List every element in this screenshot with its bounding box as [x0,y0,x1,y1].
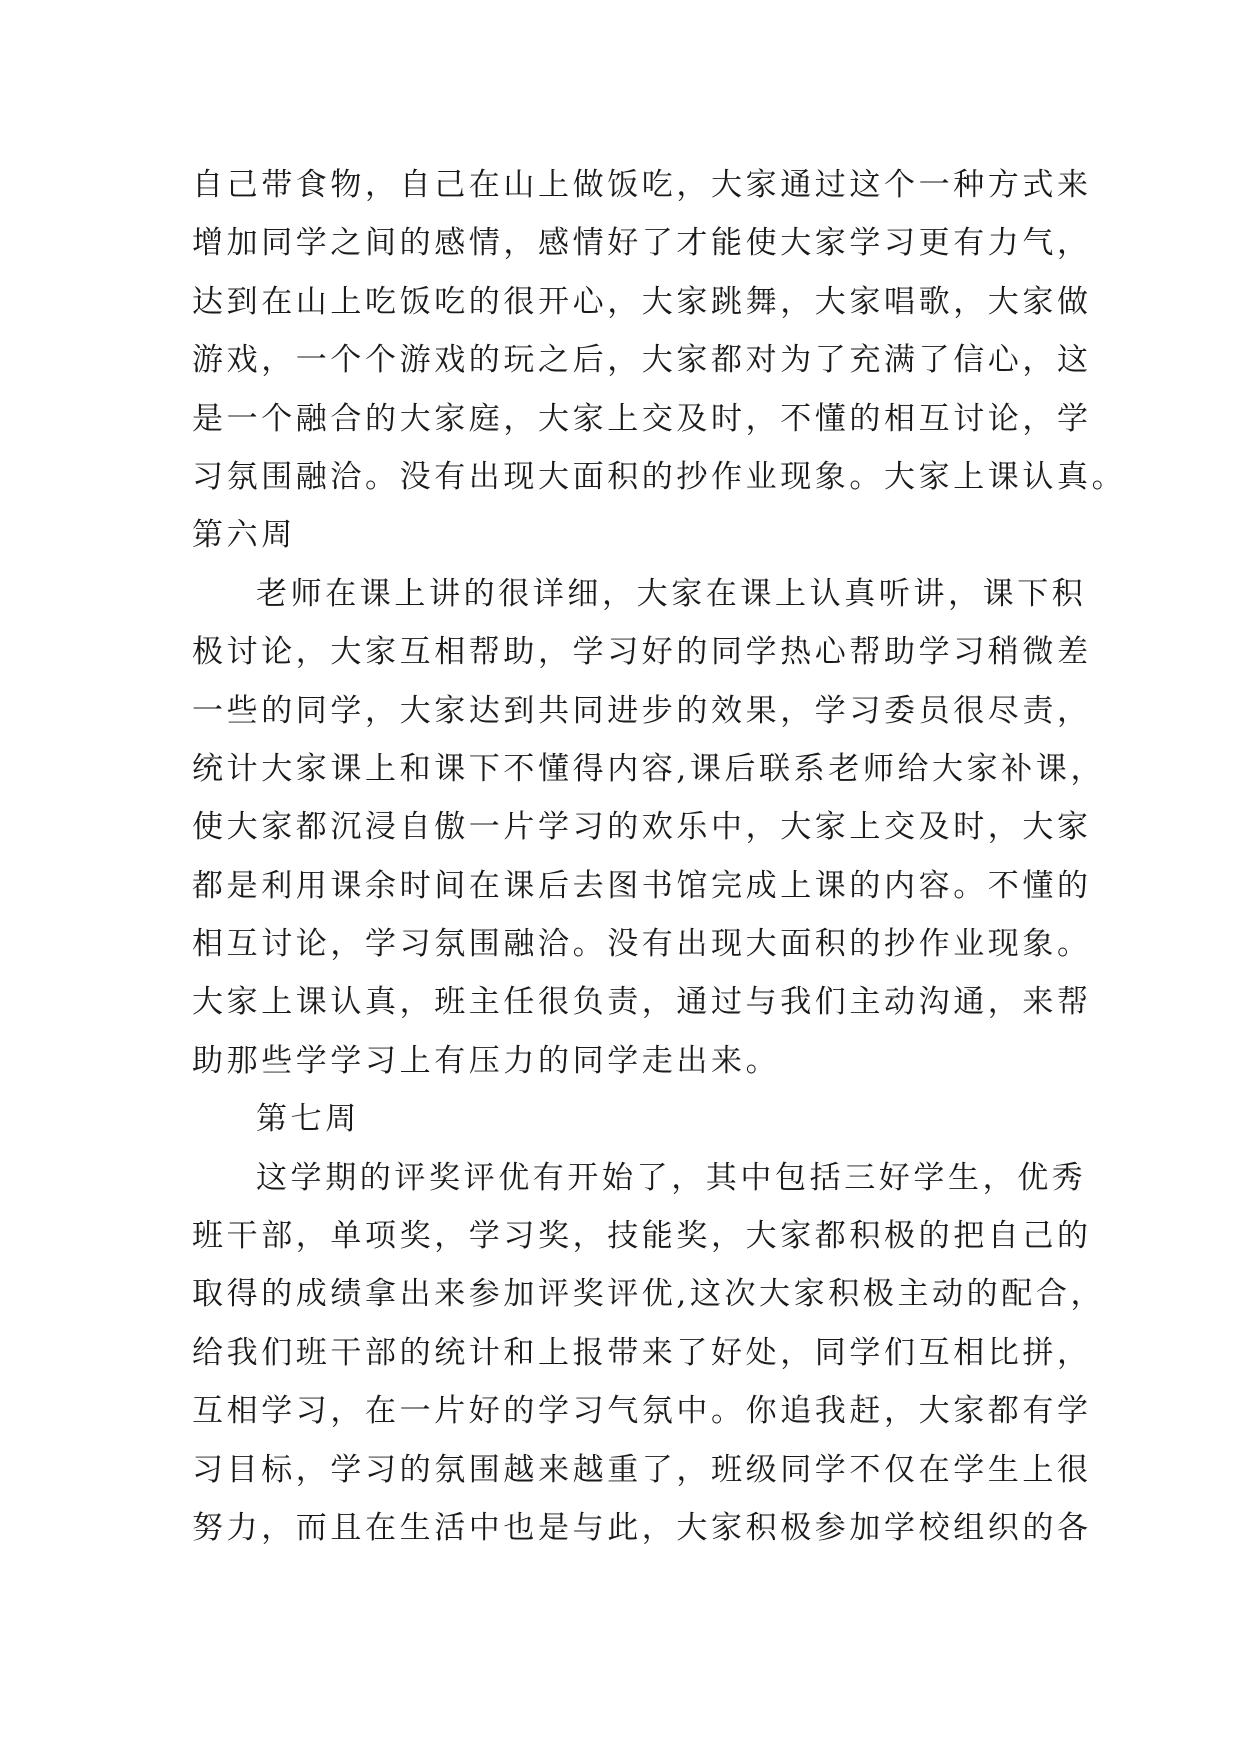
text-line: 互相学习，在一片好的学习气氛中。你追我赶，大家都有学 [192,1393,1092,1430]
text-line: 游戏，一个个游戏的玩之后，大家都对为了充满了信心，这 [192,342,1092,379]
text-line: 这学期的评奖评优有开始了，其中包括三好学生，优秀 [256,1159,1087,1196]
text-line: 都是利用课余时间在课后去图书馆完成上课的内容。不懂的 [192,867,1092,904]
text-line: 大家上课认真，班主任很负责，通过与我们主动沟通，来帮 [192,984,1092,1021]
text-line: 助那些学学习上有压力的同学走出来。 [192,1042,781,1079]
text-line: 达到在山上吃饭吃的很开心，大家跳舞，大家唱歌，大家做 [192,283,1092,320]
text-line: 老师在课上讲的很详细，大家在课上认真听讲，课下积 [256,575,1087,612]
text-line: 习目标，学习的氛围越来越重了，班级同学不仅在学生上很 [192,1451,1092,1488]
text-line: 努力，而且在生活中也是与此，大家积极参加学校组织的各 [192,1509,1092,1546]
text-line: 统计大家课上和课下不懂得内容,课后联系老师给大家补课， [192,750,1106,787]
text-line: 第六周 [192,517,296,554]
text-line: 习氛围融洽。没有出现大面积的抄作业现象。大家上课认真。 [192,458,1127,495]
text-line: 增加同学之间的感情，感情好了才能使大家学习更有力气， [192,225,1092,262]
text-line: 相互讨论，学习氛围融洽。没有出现大面积的抄作业现象。 [192,926,1092,963]
text-line: 使大家都沉浸自傲一片学习的欢乐中，大家上交及时，大家 [192,809,1092,846]
text-line: 取得的成绩拿出来参加评奖评优,这次大家积极主动的配合， [192,1276,1106,1313]
text-line: 自己带食物，自己在山上做饭吃，大家通过这个一种方式来 [192,167,1092,203]
text-line: 班干部，单项奖，学习奖，技能奖，大家都积极的把自己的 [192,1218,1092,1255]
text-line: 给我们班干部的统计和上报带来了好处，同学们互相比拼， [192,1334,1092,1371]
text-line: 是一个融合的大家庭，大家上交及时，不懂的相互讨论，学 [192,400,1092,437]
body-text [192,156,1127,1557]
text-line: 一些的同学，大家达到共同进步的效果，学习委员很尽责， [192,692,1092,729]
text-line: 第七周 [256,1101,360,1138]
text-line: 极讨论，大家互相帮助，学习好的同学热心帮助学习稍微差 [192,634,1092,671]
